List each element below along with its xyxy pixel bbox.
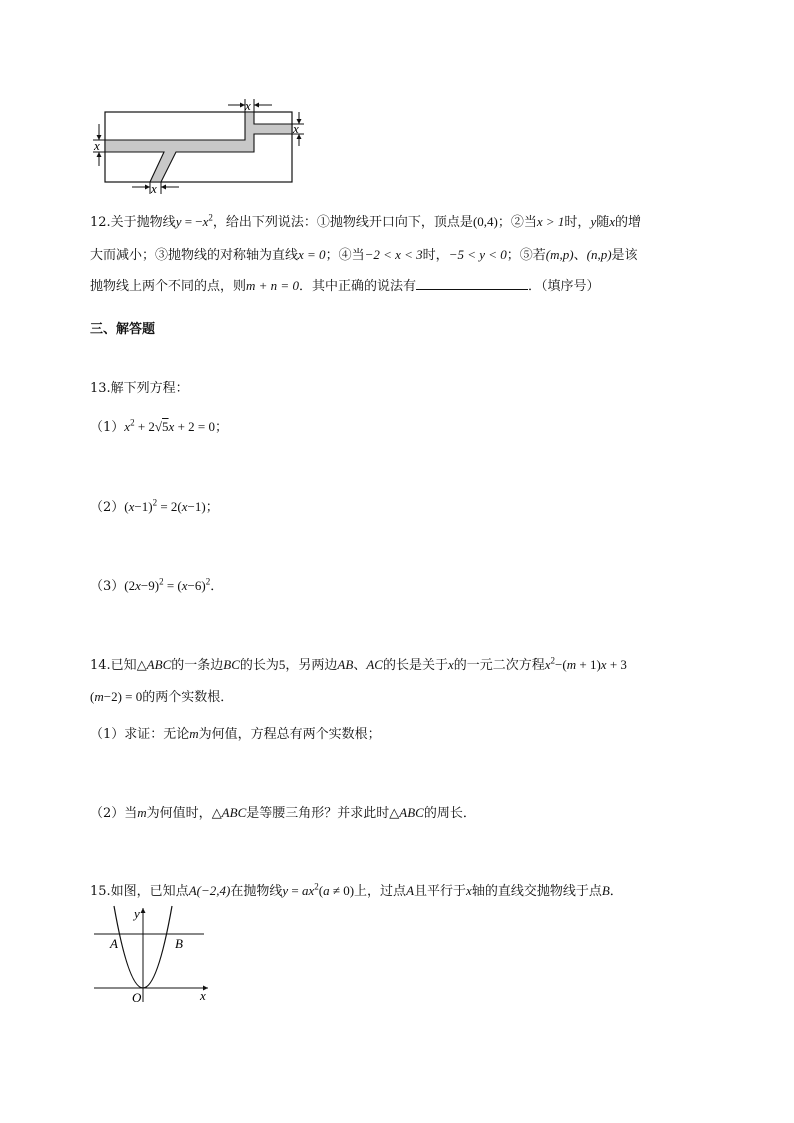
dim-bottom-label: x (151, 181, 157, 196)
q14-line1: 14.已知△ABC的一条边BC的长为5，另两边AB、AC的长是关于x的一元二次方程$x^2-(m + 1)x + 3$ (90, 655, 627, 673)
q12-line3: 抛物线上两个不同的点，则m + n = 0．其中正确的说法有 ．（填序号） (90, 278, 600, 294)
q14-line2: (m−2) = 0的两个实数根． (90, 689, 234, 705)
q13-part3: $(3)(2x-9)^2 = (x-6)^2$． (90, 576, 224, 594)
answer-blank[interactable] (416, 277, 528, 290)
road-figure (88, 96, 313, 196)
label-o: O (132, 990, 142, 1004)
section-title: 三、解答题 (90, 322, 156, 337)
label-x: x (200, 988, 206, 1003)
label-y: y (134, 906, 140, 921)
q14-part1: （1）求证：无论m为何值，方程总有两个实数根； (90, 726, 381, 742)
label-a: A (110, 936, 118, 951)
road-shading (105, 112, 292, 182)
q15-line: 15.如图，已知点A(−2,4)在抛物线$y = ax^2(a \ne 0)$上，过点A且平行于x轴的直线交抛物线于点B． (90, 881, 623, 899)
dim-top-label: x (245, 98, 251, 113)
q14-part2: （2）当m为何值时，△ABC是等腰三角形？并求此时△ABC的周长． (90, 805, 476, 821)
dim-left-label: x (94, 138, 100, 153)
parabola-eq: y (175, 214, 182, 229)
parabola-figure (90, 902, 220, 1004)
label-b: B (175, 936, 183, 951)
q12-line2: 大而减小；③抛物线的对称轴为直线x = 0；④当−2 < x < 3时，−5 < y < 0；⑤若(m,p)、(n,p)是该 (90, 247, 638, 263)
q13-part2: $(2)(x-1)^2 = 2(x-1)$； (90, 497, 219, 515)
q13-part1: $(1)x^2 + 2√5x + 2 = 0$； (90, 417, 229, 435)
dim-right-label: x (293, 121, 299, 136)
q13-title: 13.解下列方程： (90, 381, 189, 396)
q12-line1: 12.关于抛物线$y = -x^2$，给出下列说法：①抛物线开口向下，顶点是(0,4)；②当x > 1时，y随x的增 (90, 212, 642, 230)
